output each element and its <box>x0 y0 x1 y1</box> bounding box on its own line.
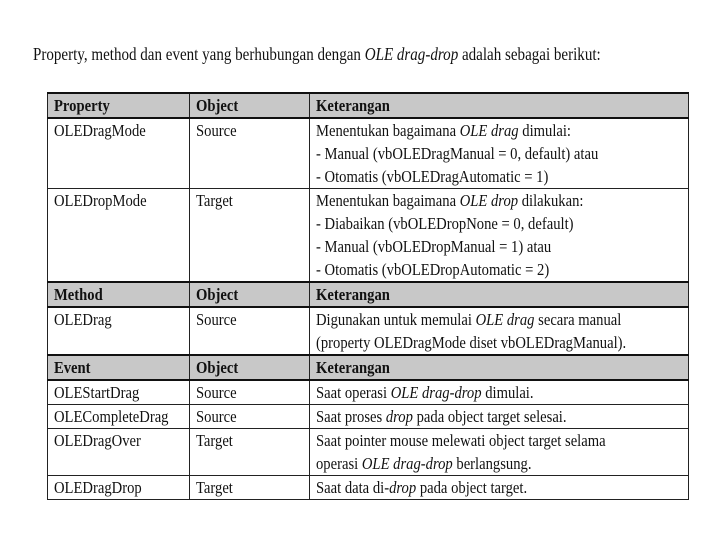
object-cell: Source <box>190 380 310 405</box>
table-row <box>48 118 689 189</box>
table-row <box>48 476 689 500</box>
header-cell: Keterangan <box>310 282 689 307</box>
description-cell: Saat pointer mouse melewati object target selama operasi OLE drag-drop berlangsung. <box>310 429 689 476</box>
table-row <box>48 380 689 405</box>
header-cell: Event <box>48 355 190 380</box>
object-cell: Target <box>190 476 310 500</box>
object-cell: Target <box>190 189 310 283</box>
table-row <box>48 189 689 283</box>
description-cell: Menentukan bagaimana OLE drag dimulai: - Manual (vbOLEDragManual = 0, default) atau - Otomatis (vbOLEDragAutomatic = 1) <box>310 118 689 189</box>
name-cell: OLEDragOver <box>48 429 190 476</box>
description-cell: Saat proses drop pada object target selesai. <box>310 405 689 429</box>
header-cell: Object <box>190 282 310 307</box>
description-cell: Menentukan bagaimana OLE drop dilakukan: - Diabaikan (vbOLEDropNone = 0, default) - Manual (vbOLEDropManual = 1) atau - Otomatis (vbOLEDropAutomatic = 2) <box>310 189 689 283</box>
description-cell: Saat operasi OLE drag-drop dimulai. <box>310 380 689 405</box>
table-row <box>48 307 689 355</box>
description-cell: Digunakan untuk memulai OLE drag secara manual (property OLEDragMode diset vbOLEDragManual). <box>310 307 689 355</box>
name-cell: OLEDragDrop <box>48 476 190 500</box>
ole-drag-drop-table <box>47 92 689 500</box>
name-cell: OLECompleteDrag <box>48 405 190 429</box>
header-cell: Object <box>190 355 310 380</box>
intro-sentence: Property, method dan event yang berhubungan dengan OLE drag-drop adalah sebagai berikut: <box>33 44 601 64</box>
method-header-row <box>48 282 689 307</box>
object-cell: Source <box>190 118 310 189</box>
table-row <box>48 429 689 476</box>
header-cell: Method <box>48 282 190 307</box>
header-cell: Property <box>48 93 190 118</box>
header-cell: Object <box>190 93 310 118</box>
object-cell: Source <box>190 307 310 355</box>
object-cell: Target <box>190 429 310 476</box>
name-cell: OLEDropMode <box>48 189 190 283</box>
name-cell: OLEDragMode <box>48 118 190 189</box>
description-cell: Saat data di-drop pada object target. <box>310 476 689 500</box>
object-cell: Source <box>190 405 310 429</box>
property-header-row <box>48 93 689 118</box>
name-cell: OLEDrag <box>48 307 190 355</box>
header-cell: Keterangan <box>310 355 689 380</box>
table-row <box>48 405 689 429</box>
name-cell: OLEStartDrag <box>48 380 190 405</box>
header-cell: Keterangan <box>310 93 689 118</box>
event-header-row <box>48 355 689 380</box>
